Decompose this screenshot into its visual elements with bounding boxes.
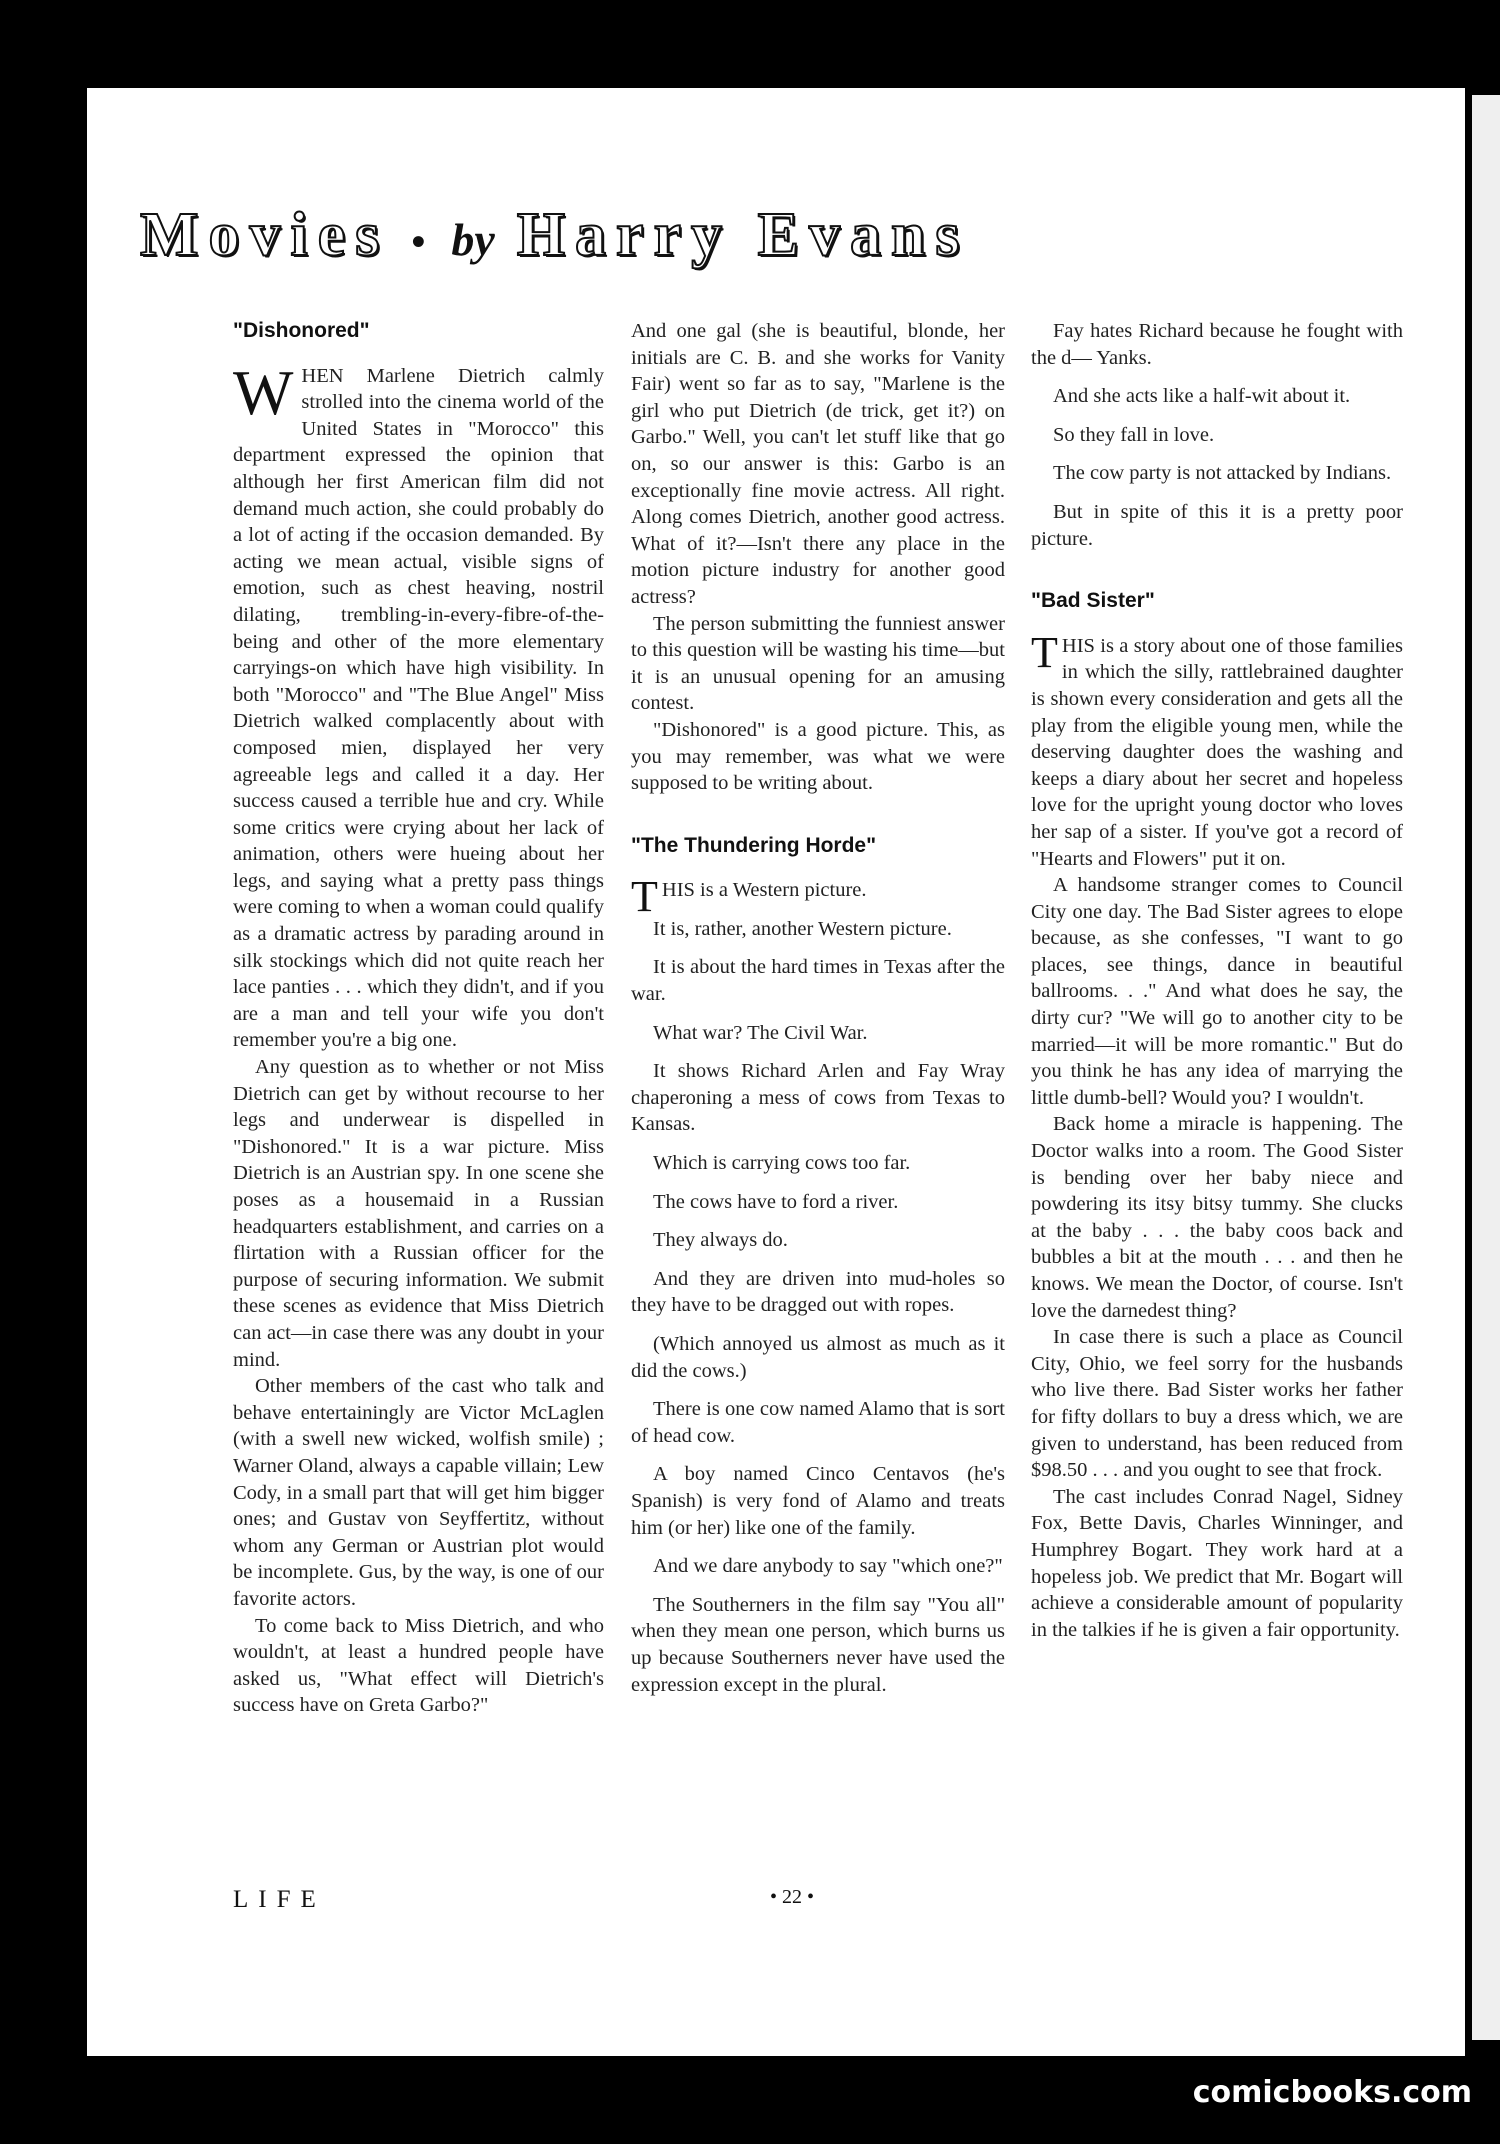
- masthead-by: by: [451, 214, 495, 265]
- column-1: [233, 318, 604, 1719]
- paragraph: [233, 356, 604, 1054]
- paragraph: It is about the hard times in Texas after the war.: [631, 956, 1005, 1006]
- footer-magazine-name: LIFE: [233, 1886, 326, 1913]
- paragraph: [1031, 627, 1403, 872]
- paragraph: Back home a miracle is happening. The Doctor walks into a room. The Good Sister is bending over her baby niece and powdering its itsy bitsy tummy. She clucks at the baby . . . the baby coos back and bubbles a bit at the mouth . . . and then he knows. We mean the Doctor, of course. Isn't love the darnedest thing?: [1031, 1113, 1403, 1322]
- page-gutter-shadow: [1466, 95, 1472, 2040]
- paragraph: The cast includes Conrad Nagel, Sidney Fox, Bette Davis, Charles Winninger, and Humphrey Bogart. They work hard at a hopeless job. We predict that Mr. Bogart will achieve a considerable amount of popularity in the talkies if he is given a fair opportunity.: [1031, 1485, 1403, 1641]
- column-2: [631, 318, 1005, 1698]
- paragraph: "Dishonored" is a good picture. This, as you may remember, was what we were supposed to be writing about.: [631, 718, 1005, 795]
- paragraph: And they are driven into mud-holes so they have to be dragged out with ropes.: [631, 1267, 1005, 1317]
- paragraph: Other members of the cast who talk and behave entertainingly are Victor McLaglen (with a swell new wicked, wolfish smile) ; Warner Oland, always a capable villain; Lew Cody, in a small part that will get him bigger ones; and Gustav von Seyffertitz, without whom any German or Austrian plot would be incomplete. Gus, by the way, is one of our favorite actors.: [233, 1375, 605, 1610]
- paragraph: So they fall in love.: [1053, 423, 1215, 446]
- paragraph: There is one cow named Alamo that is sort of head cow.: [631, 1398, 1005, 1447]
- drop-cap: T: [1031, 627, 1058, 677]
- paragraph-text: HIS is a story about one of those families in which the silly, rattlebrained daughter is shown every consideration and gets all the play from the eligible young men, while the deserving daughter does the washing and keeps a diary about her secret and hopeless love for the upright young doctor who loves her sap of a sister. If you've got a record of "Hearts and Flowers" put it on.: [1031, 634, 1403, 870]
- paragraph: The cow party is not attacked by Indians.: [1053, 462, 1392, 485]
- paragraph: The Southerners in the film say "You all" when they mean one person, which burns us up because Southerners never have used the expression except in the plural.: [631, 1593, 1005, 1696]
- paragraph: Which is carrying cows too far.: [653, 1152, 911, 1175]
- masthead: [140, 200, 1400, 280]
- paragraph: And she acts like a half-wit about it.: [1053, 385, 1351, 408]
- drop-cap: W: [233, 356, 294, 428]
- paragraph: What war? The Civil War.: [653, 1021, 868, 1044]
- masthead-author: Harry Evans: [516, 201, 970, 269]
- paragraph: Fay hates Richard because he fought with the d— Yanks.: [1031, 320, 1403, 369]
- paragraph: Any question as to whether or not Miss Dietrich can get by without recourse to her legs and underwear is dispelled in "Dishonored." It is a war picture. Miss Dietrich is an Austrian spy. In one scene she poses as a housemaid in a Russian headquarters establishment, and carries on a flirtation with a Russian officer for the purpose of securing information. We submit these scenes as evidence that Miss Dietrich can act—in case there was any doubt in your mind.: [233, 1056, 604, 1371]
- review-heading-thundering-horde: "The Thundering Horde": [631, 833, 877, 857]
- paragraph: The cows have to ford a river.: [653, 1190, 899, 1213]
- paragraph-text: HIS is a Western picture.: [661, 879, 867, 902]
- paragraph: And we dare anybody to say "which one?": [653, 1555, 1003, 1578]
- masthead-title: Movies: [140, 201, 390, 269]
- watermark: comicbooks.com: [1192, 2075, 1472, 2110]
- paragraph: In case there is such a place as Council City, Ohio, we feel sorry for the husbands who live there. Bad Sister works her father for fifty dollars to buy a dress which, we are given to understand, has been reduced from $98.50 . . . and you ought to see that frock.: [1031, 1326, 1403, 1482]
- paragraph: It shows Richard Arlen and Fay Wray chaperoning a mess of cows from Texas to Kansas.: [631, 1060, 1005, 1136]
- paragraph: It is, rather, another Western picture.: [653, 917, 952, 940]
- footer-page-number: • 22 •: [770, 1886, 815, 1908]
- paragraph-text: HEN Marlene Dietrich calmly strolled into the cinema world of the United States in "Morocco" this department expressed the opinion that although her first American film did not demand much action, she could probably do a lot of acting if the occasion demanded. By acting we mean actual, visible signs of emotion, such as chest heaving, nostril dilating, trembling-in-every-fibre-of-the-being and other of the more elementary carryings-on which have high visibility. In both "Morocco" and "The Blue Angel" Miss Dietrich walked complacently about with composed mien, displayed her very agreeable legs and called it a day. Her success caused a terrible hue and cry. While some critics were crying about her lack of animation, others were hueing about her legs, and saying what a pretty pass things were coming to when a woman could qualify as a dramatic actress by parading around in silk stockings which did not quite reach her lace panties . . . which they didn't, and if you are a man and tell your wife you don't remember you're a big one.: [233, 364, 604, 1052]
- paragraph: They always do.: [653, 1229, 788, 1252]
- drop-cap: T: [631, 872, 658, 922]
- paragraph: The person submitting the funniest answer to this question will be wasting his time—but it is an unusual opening for an amusing contest.: [631, 612, 1005, 715]
- paragraph: To come back to Miss Dietrich, and who wouldn't, at least a hundred people have asked us, "What effect will Dietrich's success have on Greta Garbo?": [233, 1614, 604, 1717]
- review-heading-bad-sister: "Bad Sister": [1031, 589, 1155, 613]
- review-heading-dishonored: "Dishonored": [233, 319, 370, 342]
- paragraph: (Which annoyed us almost as much as it did the cows.): [631, 1333, 1005, 1382]
- paragraph: A boy named Cinco Centavos (he's Spanish) is very fond of Alamo and treats him (or her) like one of the family.: [631, 1463, 1005, 1539]
- column-3: [1031, 318, 1403, 1643]
- masthead-dot: •: [411, 219, 426, 264]
- paragraph: But in spite of this it is a pretty poor picture.: [1031, 500, 1403, 550]
- paragraph: [631, 872, 1005, 922]
- paragraph: A handsome stranger comes to Council City one day. The Bad Sister agrees to elope because, as she confesses, "I want to go places, see things, dance in beautiful ballrooms. . ." And what does he say, the dirty cur? "We will go to another city to be married—it will be more romantic." But do you think he has any idea of marrying the little dumb-bell? Would you? I wouldn't.: [1031, 874, 1403, 1109]
- paragraph: And one gal (she is beautiful, blonde, her initials are C. B. and she works for Vanity Fair) went so far as to say, "Marlene is the girl who put Dietrich (de trick, get it?) on Garbo." Well, you can't let stuff like that go on, so our answer is this: Garbo is an exceptionally fine movie actress. All right. Along comes Dietrich, another good actress. What of it?—Isn't there any place in the motion picture industry for another good actress?: [631, 320, 1005, 608]
